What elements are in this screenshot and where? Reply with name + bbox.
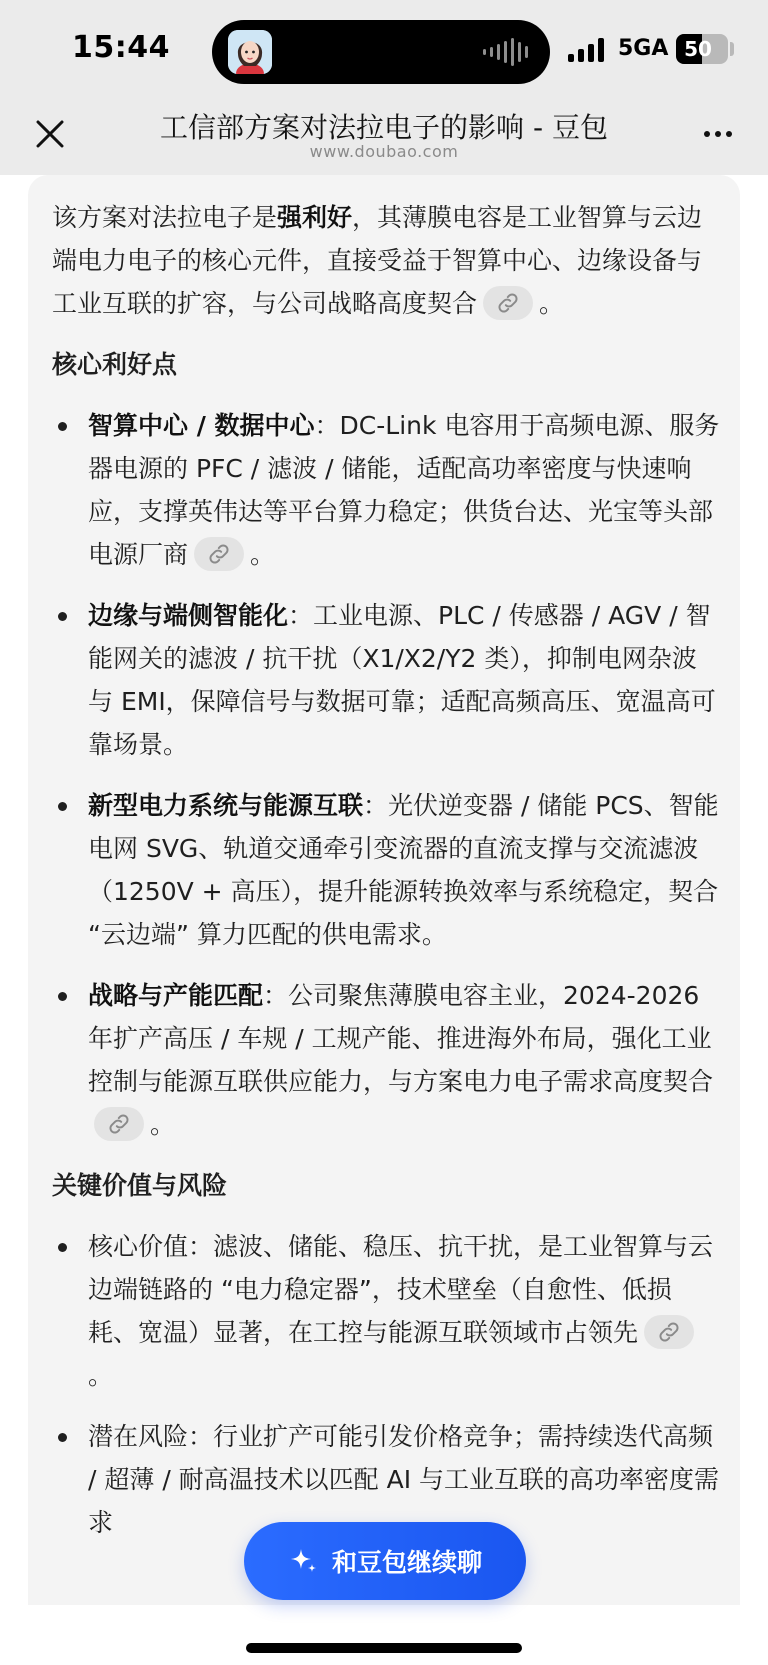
list-item-title: 战略与产能匹配 xyxy=(88,981,264,1010)
list-item-end: 。 xyxy=(250,540,276,569)
link-icon xyxy=(656,1319,682,1345)
cellular-signal-icon xyxy=(568,38,604,62)
section-heading-value-risk: 关键价值与风险 xyxy=(52,1171,228,1200)
avatar xyxy=(228,30,272,74)
citation-link-button[interactable] xyxy=(194,537,244,571)
continue-chat-button[interactable] xyxy=(244,1522,526,1600)
list-item-text: ：光伏逆变器 / 储能 PCS、智能电网 SVG、轨道交通牵引变流器的直流支撑与交流滤波（1250V + 高压），提升能源转换效率与系统稳定，契合 “云边端” 算力匹配的供电需求。 xyxy=(88,791,719,949)
sparkle-icon xyxy=(288,1546,318,1576)
more-dot xyxy=(704,131,710,137)
list-item-text: 潜在风险：行业扩产可能引发价格竞争；需持续迭代高频 / 超薄 / 耐高温技术以匹配 AI 与工业互联的高功率密度需求 xyxy=(88,1422,720,1537)
list-item-text: ：公司聚焦薄膜电容主业，2024-2026 年扩产高压 / 车规 / 工规产能、推进海外布局，强化工业控制与能源互联供应能力，与方案电力电子需求高度契合 xyxy=(88,981,714,1096)
link-icon xyxy=(106,1111,132,1137)
battery-icon xyxy=(676,34,728,64)
list-item-text: ：DC-Link 电容用于高频电源、服务器电源的 PFC / 滤波 / 储能，适配高功率密度与快速响应，支撑英伟达等平台算力稳定；供货台达、光宝等头部电源厂商 xyxy=(88,411,720,569)
battery-percentage: 50 xyxy=(684,37,712,61)
list-item-text: ：工业电源、PLC / 传感器 / AGV / 智能网关的滤波 / 抗干扰（X1/X2/Y2 类），抑制电网杂波与 EMI，保障信号与数据可靠；适配高频高压、宽温高可靠场景。 xyxy=(88,601,716,759)
list-item-title: 智算中心 / 数据中心 xyxy=(88,411,315,440)
battery-cap xyxy=(730,42,734,56)
dynamic-island[interactable] xyxy=(212,20,550,84)
continue-chat-label: 和豆包继续聊 xyxy=(331,1548,482,1577)
citation-link-button[interactable] xyxy=(644,1315,694,1349)
list-item xyxy=(52,784,720,956)
answer-content xyxy=(52,196,720,1562)
list-item-title: 新型电力系统与能源互联 xyxy=(88,791,364,820)
intro-paragraph xyxy=(52,196,720,325)
intro-end: 。 xyxy=(539,289,565,318)
network-type: 5GA xyxy=(618,36,669,61)
close-button[interactable] xyxy=(28,112,72,156)
more-dot xyxy=(726,131,732,137)
citation-link-button[interactable] xyxy=(94,1107,144,1141)
list-item-end: 。 xyxy=(88,1361,114,1390)
list-item-text: 核心价值：滤波、储能、稳压、抗干扰，是工业智算与云边端链路的 “电力稳定器”，技术壁垒（自愈性、低损耗、宽温）显著，在工控与能源互联领域市占领先 xyxy=(88,1232,714,1347)
benefits-list xyxy=(52,404,720,1146)
list-item xyxy=(52,974,720,1146)
list-item xyxy=(52,404,720,576)
value-risk-list xyxy=(52,1225,720,1544)
intro-highlight: 强利好 xyxy=(277,203,353,232)
page-url: www.doubao.com xyxy=(309,142,459,161)
section-heading-benefits: 核心利好点 xyxy=(52,350,178,379)
link-icon xyxy=(495,290,521,316)
list-item-end: 。 xyxy=(150,1110,176,1139)
close-icon xyxy=(28,112,72,156)
citation-link-button[interactable] xyxy=(483,286,533,320)
page-title: 工信部方案对法拉电子的影响 - 豆包 xyxy=(160,111,608,144)
intro-text-rest: ，其薄膜电容是工业智算与云边端电力电子的核心元件，直接受益于智算中心、边缘设备与工业互联的扩容，与公司战略高度契合 xyxy=(52,203,703,318)
status-time: 15:44 xyxy=(72,30,170,65)
audio-wave-icon xyxy=(483,38,528,66)
home-indicator[interactable] xyxy=(246,1643,522,1653)
more-dot xyxy=(715,131,721,137)
list-item xyxy=(52,594,720,766)
list-item-title: 边缘与端侧智能化 xyxy=(88,601,289,630)
intro-text: 该方案对法拉电子是 xyxy=(52,203,278,232)
link-icon xyxy=(206,541,232,567)
list-item xyxy=(52,1225,720,1397)
more-button[interactable] xyxy=(696,122,740,146)
